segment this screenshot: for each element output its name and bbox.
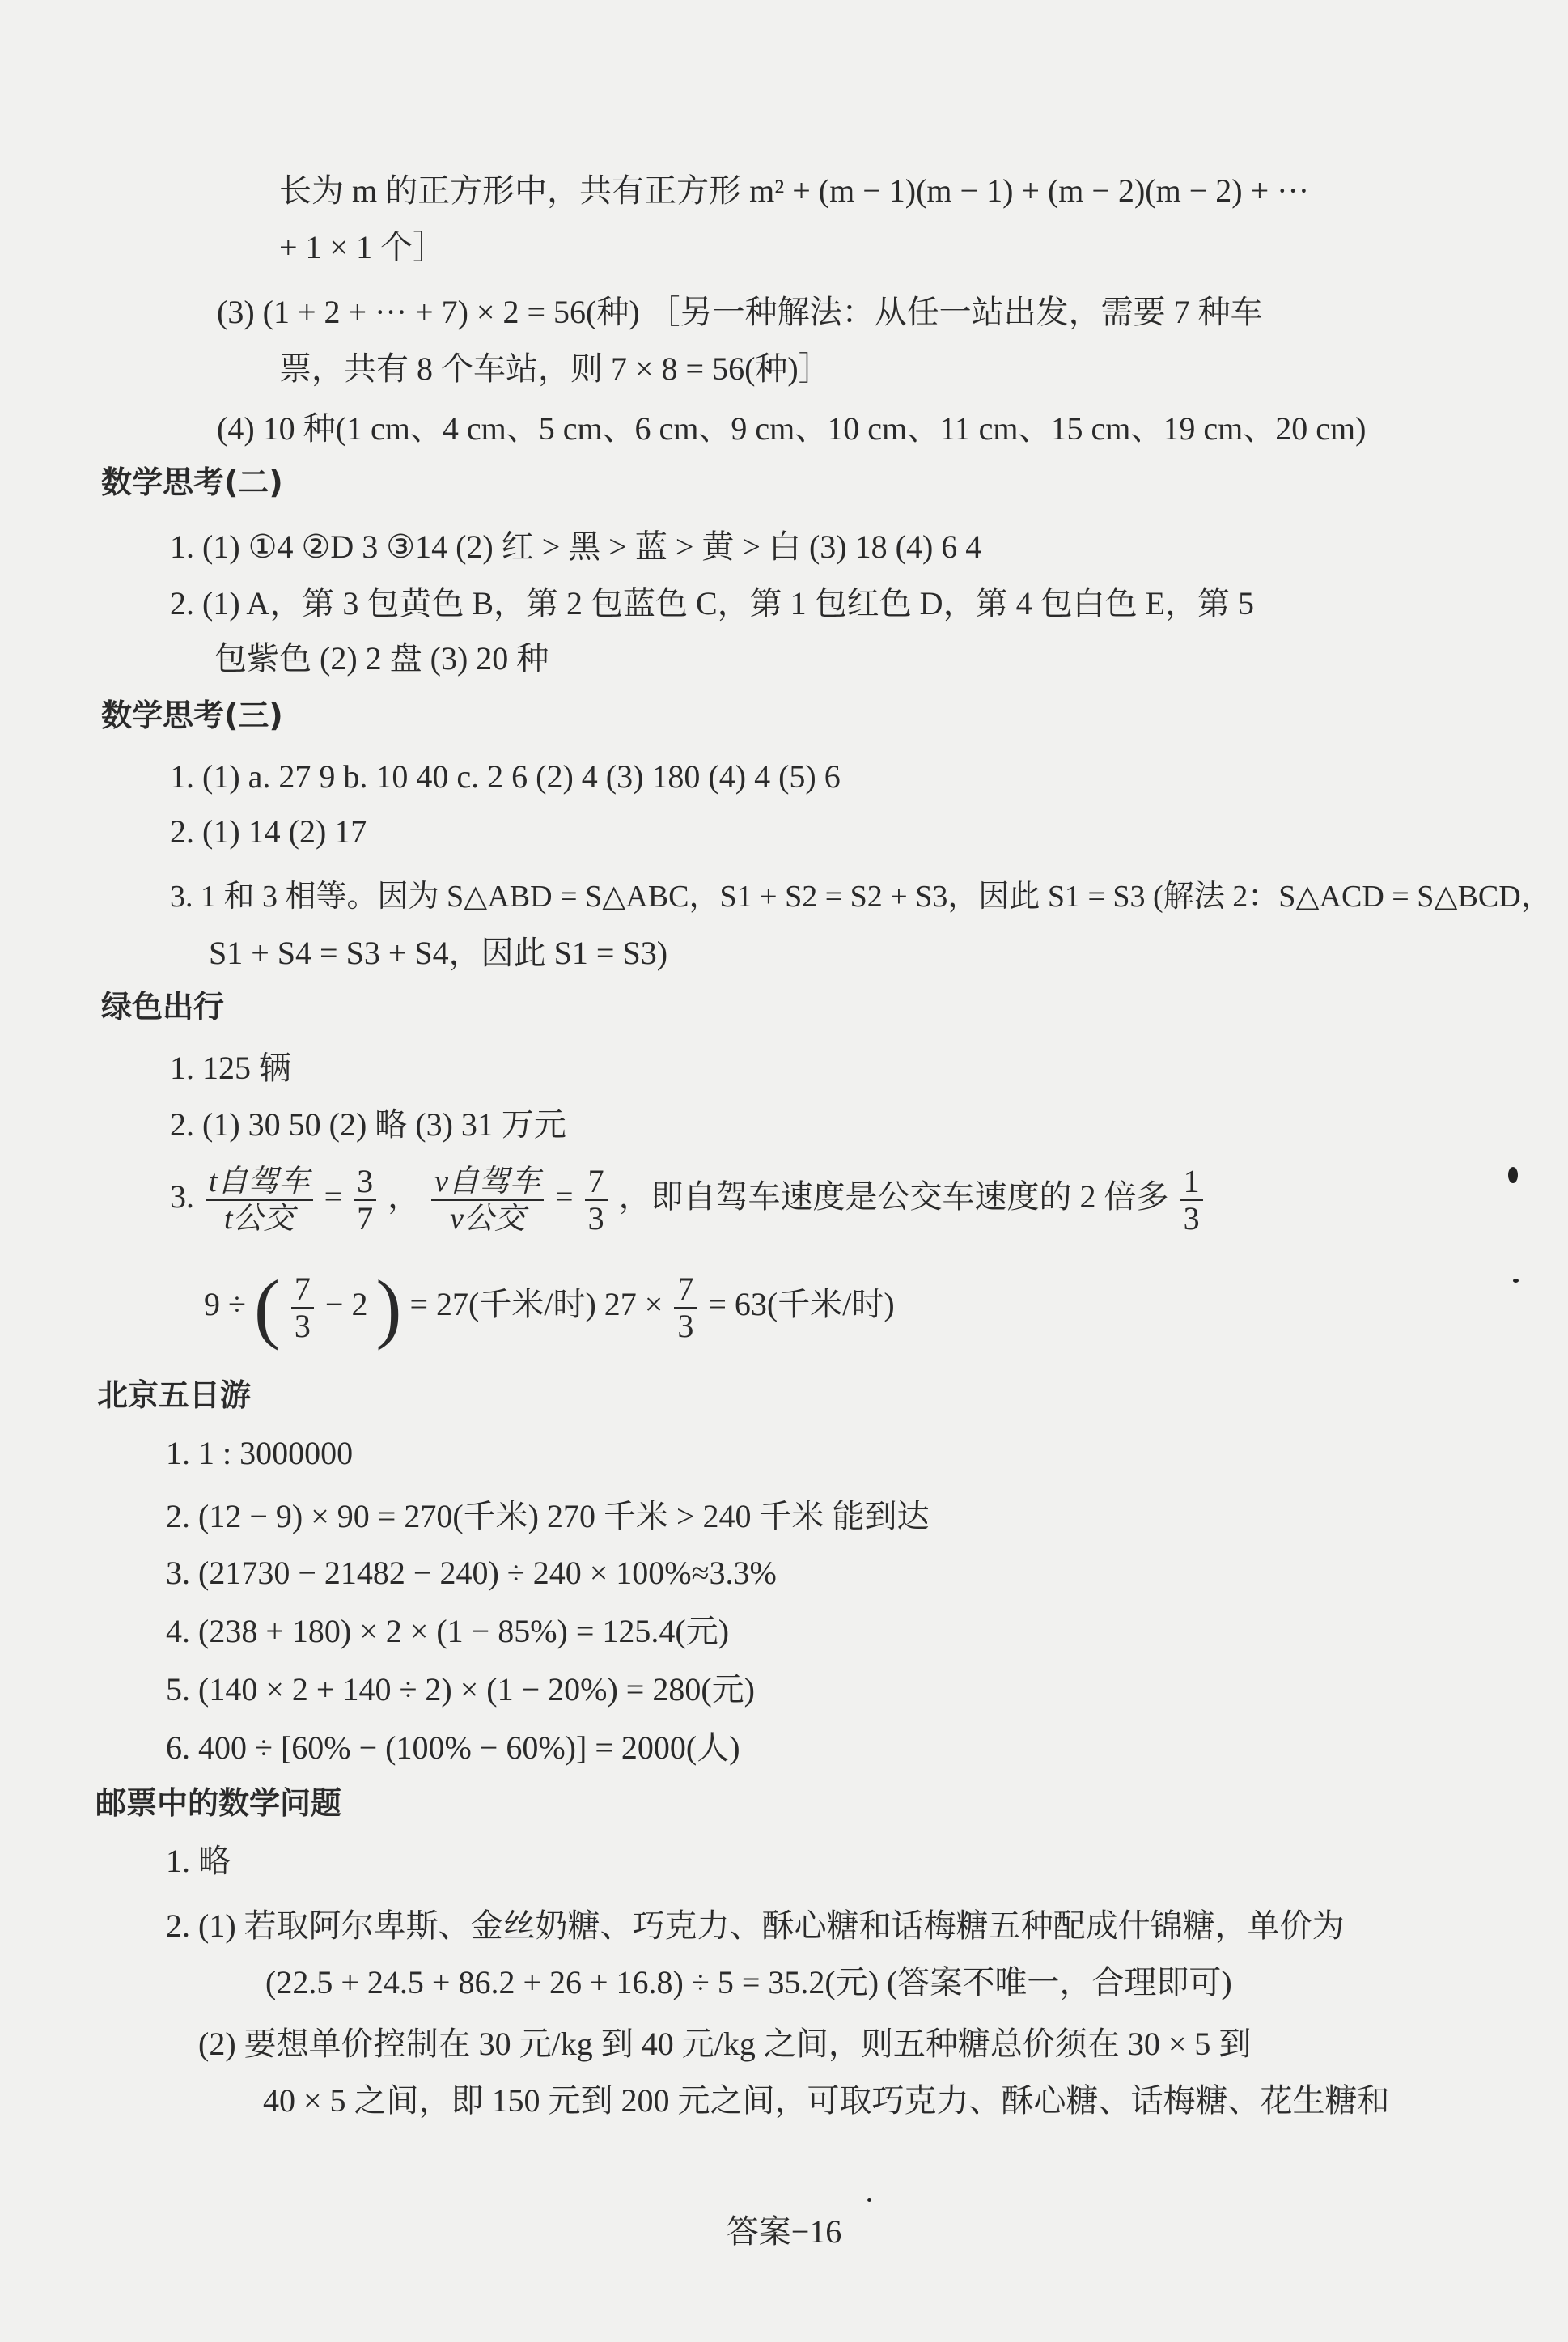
text-line: 1. (1) ①4 ②D 3 ③14 (2) 红 > 黑 > 蓝 > 黄 > 白 (3) 18 (4) 6 4 [170, 528, 982, 565]
fraction [585, 1164, 608, 1237]
answer-text: ，即自驾车速度是公交车速度的 2 倍多 [618, 1178, 1169, 1216]
fraction-numerator: t自驾车 [206, 1164, 313, 1201]
fraction-numerator: 7 [674, 1271, 697, 1309]
text-line: 1. 125 辆 [170, 1050, 291, 1086]
fraction-numerator: 7 [291, 1271, 314, 1309]
text-line: 2. (1) A，第 3 包黄色 B，第 2 包蓝色 C，第 1 包红色 D，第 4 包白色 E，第 5 [170, 585, 1254, 622]
section-heading: 绿色出行 [101, 989, 225, 1025]
text-line: 2. (1) 14 (2) 17 [170, 813, 367, 850]
formula-line [204, 1264, 895, 1351]
formula-line [170, 1164, 1206, 1237]
expression-part: = 63(千米/时) [708, 1286, 895, 1323]
right-paren: ) [375, 1264, 402, 1351]
page-number: 答案−16 [726, 2213, 842, 2250]
fraction-denominator: 3 [677, 1308, 694, 1344]
expression-part: 9 ÷ [204, 1286, 246, 1323]
fraction-denominator: 3 [1183, 1200, 1200, 1237]
fraction-denominator: v公交 [450, 1202, 525, 1236]
fraction-denominator: 3 [294, 1308, 311, 1344]
fraction-denominator: 7 [357, 1200, 374, 1237]
section-heading: 数学思考(三) [101, 698, 283, 733]
text-line: 40 × 5 之间，即 150 元到 200 元之间，可取巧克力、酥心糖、话梅糖、花生糖和 [263, 2082, 1390, 2119]
fraction [1180, 1164, 1203, 1237]
text-line: 1. (1) a. 27 9 b. 10 40 c. 2 6 (2) 4 (3) 180 (4) 4 (5) 6 [170, 758, 841, 795]
text-line: 5. (140 × 2 + 140 ÷ 2) × (1 − 20%) = 280(元) [166, 1671, 755, 1708]
text-line: 长为 m 的正方形中，共有正方形 m² + (m − 1)(m − 1) + (m − 2)(m − 2) + ··· [279, 172, 1310, 209]
fraction [354, 1164, 376, 1237]
text-line: + 1 × 1 个］ [279, 229, 446, 265]
text-line: 2. (1) 30 50 (2) 略 (3) 31 万元 [170, 1106, 566, 1143]
text-line: (4) 10 种(1 cm、4 cm、5 cm、6 cm、9 cm、10 cm、11 cm、15 cm、19 cm、20 cm) [217, 410, 1367, 447]
text-line: S1 + S4 = S3 + S4，因此 S1 = S3) [209, 935, 668, 971]
scan-speck [1513, 1279, 1519, 1283]
fraction-numerator: v自驾车 [431, 1164, 544, 1201]
left-paren: ( [253, 1264, 280, 1351]
section-heading: 邮票中的数学问题 [95, 1785, 342, 1821]
expression-part: = 27(千米/时) 27 × [409, 1286, 663, 1323]
text-line: (2) 要想单价控制在 30 元/kg 到 40 元/kg 之间，则五种糖总价须在 30 × 5 到 [198, 2026, 1252, 2062]
text-line: 1. 略 [166, 1843, 231, 1879]
fraction-numerator: 3 [354, 1164, 376, 1201]
scan-speck [1508, 1167, 1518, 1183]
question-number: 3. [170, 1178, 194, 1216]
text-line: 1. 1 : 3000000 [166, 1435, 354, 1471]
text-line: 3. 1 和 3 相等。因为 S△ABD = S△ABC，S1 + S2 = S2 + S3，因此 S1 = S3 (解法 2：S△ACD = S△BCD， [170, 880, 1552, 914]
fraction-numerator: 1 [1180, 1164, 1203, 1201]
equals-sign: = [324, 1178, 343, 1216]
scan-speck [867, 2198, 871, 2202]
fraction [674, 1271, 697, 1344]
equals-sign: = [555, 1178, 574, 1216]
fraction [291, 1271, 314, 1344]
fraction-numerator: 7 [585, 1164, 608, 1201]
text-line: (3) (1 + 2 + ··· + 7) × 2 = 56(种) ［另一种解法：从任一站出发，需要 7 种车 [217, 294, 1263, 330]
fraction [431, 1164, 544, 1237]
text-line: 2. (12 − 9) × 90 = 270(千米) 270 千米 > 240 千米 能到达 [166, 1498, 930, 1534]
text-line: 3. (21730 − 21482 − 240) ÷ 240 × 100%≈3.3% [166, 1555, 777, 1591]
text-line: (22.5 + 24.5 + 86.2 + 26 + 16.8) ÷ 5 = 35.2(元) (答案不唯一，合理即可) [265, 1964, 1232, 2000]
fraction [206, 1164, 313, 1237]
fraction-denominator: t公交 [224, 1202, 295, 1236]
text-line: 6. 400 ÷ [60% − (100% − 60%)] = 2000(人) [166, 1729, 740, 1766]
text-line: 票，共有 8 个车站，则 7 × 8 = 56(种)］ [279, 350, 831, 387]
text-line: 包紫色 (2) 2 盘 (3) 20 种 [214, 640, 549, 677]
text-line: 4. (238 + 180) × 2 × (1 − 85%) = 125.4(元) [166, 1613, 730, 1649]
text-line: 2. (1) 若取阿尔卑斯、金丝奶糖、巧克力、酥心糖和话梅糖五种配成什锦糖，单价为 [166, 1907, 1345, 1944]
separator: ， [388, 1178, 421, 1216]
expression-part: − 2 [324, 1286, 368, 1323]
fraction-denominator: 3 [587, 1200, 604, 1237]
section-heading: 北京五日游 [97, 1377, 252, 1413]
section-heading: 数学思考(二) [101, 465, 283, 500]
